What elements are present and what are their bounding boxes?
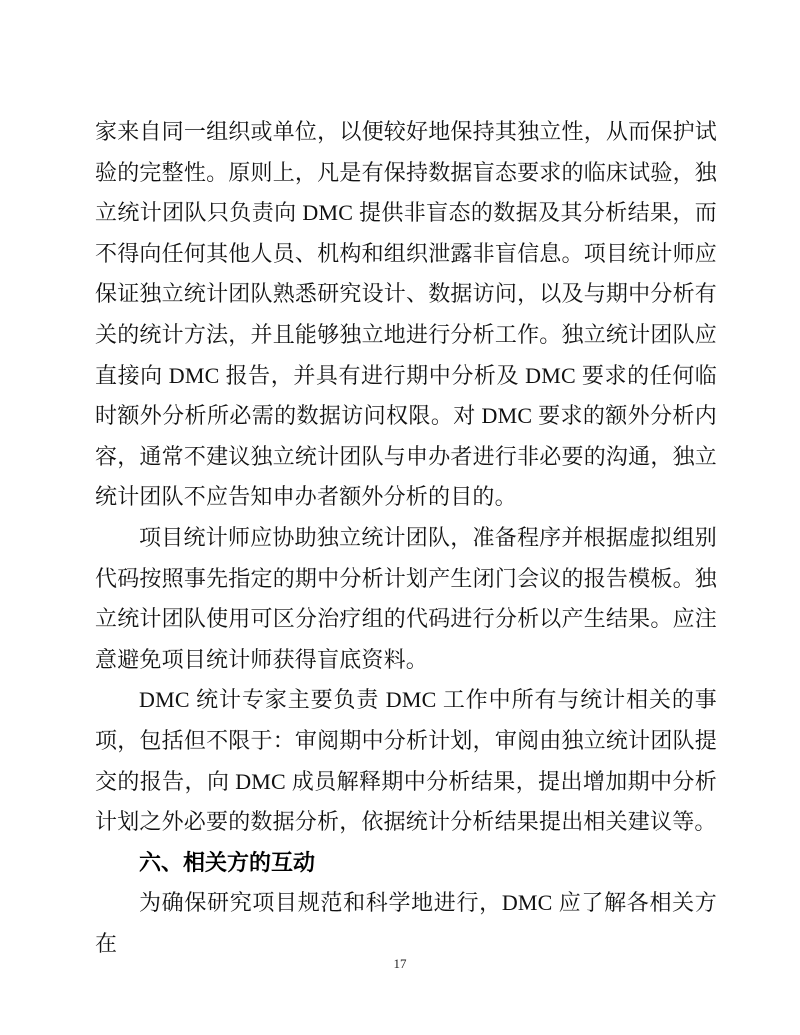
paragraph-dmc-statistics-expert: DMC 统计专家主要负责 DMC 工作中所有与统计相关的事项，包括但不限于：审阅期中分析计划，审阅由独立统计团队提交的报告，向 DMC 成员解释期中分析结果，提出增加期中分析计划之外必要的数据分析，依据统计分析结果提出相关建议等。 [95,687,717,835]
paragraph-continuation: 家来自同一组织或单位，以便较好地保持其独立性，从而保护试验的完整性。原则上，凡是有保持数据盲态要求的临床试验，独立统计团队只负责向 DMC 提供非盲态的数据及其分析结果，而不得向任何其他人员、机构和组织泄露非盲信息。项目统计师应保证独立统计团队熟悉研究设计、数据访问，以及与期中分析有关的统计方法，并且能够独立地进行分析工作。独立统计团队应直接向 DMC 报告，并具有进行期中分析及 DMC 要求的任何临时额外分析所必需的数据访问权限。对 DMC 要求的额外分析内容，通常不建议独立统计团队与申办者进行非必要的沟通，独立统计团队不应告知申办者额外分析的目的。 [95,119,717,510]
paragraph-independent-stat-team: 项目统计师应协助独立统计团队，准备程序并根据虚拟组别代码按照事先指定的期中分析计划产生闭门会议的报告模板。独立统计团队使用可区分治疗组的代码进行分析以产生结果。应注意避免项目统计师获得盲底资料。 [95,524,717,672]
section-heading-related-parties-interaction: 六、相关方的互动 [139,849,316,875]
page-number: 17 [393,956,407,971]
paragraph-ensure-research-standard: 为确保研究项目规范和科学地进行，DMC 应了解各相关方在 [95,890,717,956]
page-body-text [95,112,717,964]
